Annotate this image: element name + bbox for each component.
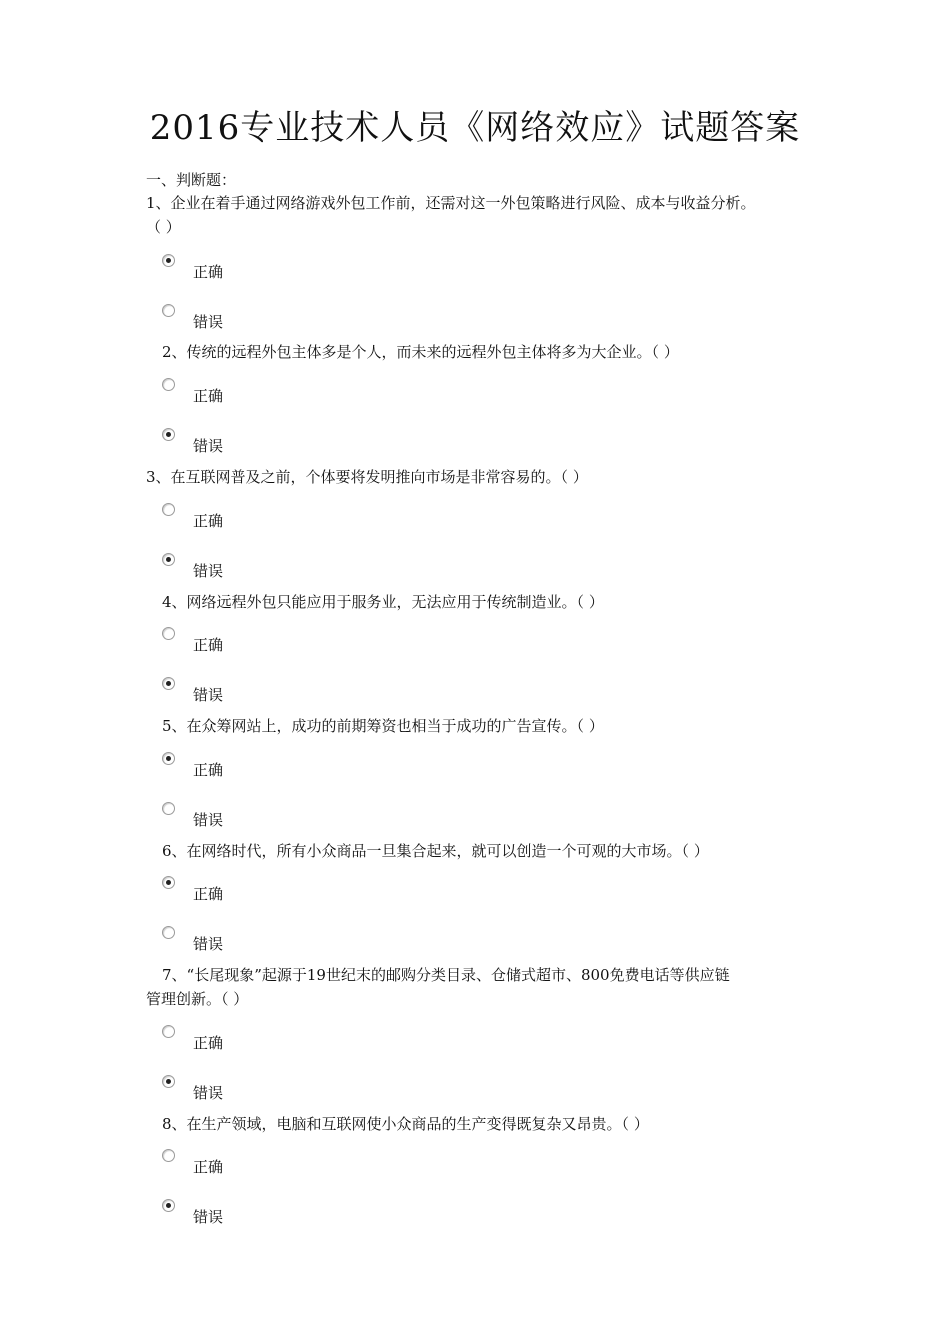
q4-true-label: 正确	[193, 636, 224, 654]
q6-false-radio[interactable]	[162, 926, 175, 939]
q5-false-label: 错误	[193, 811, 224, 829]
q7-true-label: 正确	[193, 1034, 224, 1052]
q4-false-radio[interactable]	[162, 677, 175, 690]
q1-true-radio[interactable]	[162, 254, 175, 267]
q7-true-radio[interactable]	[162, 1025, 175, 1038]
q6-true-radio[interactable]	[162, 876, 175, 889]
question-4-text: 4、网络远程外包只能应用于服务业，无法应用于传统制造业。（ ）	[162, 593, 604, 611]
question-5-text: 5、在众筹网站上，成功的前期筹资也相当于成功的广告宣传。（ ）	[162, 717, 604, 735]
q1-false-radio[interactable]	[162, 304, 175, 317]
document-title: 2016专业技术人员《网络效应》试题答案	[149, 108, 801, 148]
q2-false-label: 错误	[193, 437, 224, 455]
q7-false-radio[interactable]	[162, 1075, 175, 1088]
q2-true-radio[interactable]	[162, 378, 175, 391]
question-1-text: 1、企业在着手通过网络游戏外包工作前，还需对这一外包策略进行风险、成本与收益分析。	[146, 194, 756, 212]
section-heading: 一、判断题：	[146, 171, 237, 189]
q5-false-radio[interactable]	[162, 802, 175, 815]
question-8-text: 8、在生产领域，电脑和互联网使小众商品的生产变得既复杂又昂贵。（ ）	[162, 1115, 649, 1133]
question-7-text: 7、“长尾现象”起源于19世纪末的邮购分类目录、仓储式超市、800免费电话等供应链	[162, 966, 730, 984]
q7-false-label: 错误	[193, 1084, 224, 1102]
question-7-text-cont: 管理创新。（ ）	[146, 990, 249, 1008]
q3-false-radio[interactable]	[162, 553, 175, 566]
q8-true-radio[interactable]	[162, 1149, 175, 1162]
q8-true-label: 正确	[193, 1158, 224, 1176]
q1-false-label: 错误	[193, 313, 224, 331]
question-2-text: 2、传统的远程外包主体多是个人，而未来的远程外包主体将多为大企业。（ ）	[162, 343, 679, 361]
q2-false-radio[interactable]	[162, 428, 175, 441]
q6-true-label: 正确	[193, 885, 224, 903]
q8-false-radio[interactable]	[162, 1199, 175, 1212]
q2-true-label: 正确	[193, 387, 224, 405]
q5-true-label: 正确	[193, 761, 224, 779]
question-3-text: 3、在互联网普及之前，个体要将发明推向市场是非常容易的。（ ）	[146, 468, 588, 486]
q3-true-label: 正确	[193, 512, 224, 530]
question-1-text-cont: （ ）	[146, 218, 181, 236]
q8-false-label: 错误	[193, 1208, 224, 1226]
q5-true-radio[interactable]	[162, 752, 175, 765]
q4-true-radio[interactable]	[162, 627, 175, 640]
q3-false-label: 错误	[193, 562, 224, 580]
q1-true-label: 正确	[193, 263, 224, 281]
q4-false-label: 错误	[193, 686, 224, 704]
q3-true-radio[interactable]	[162, 503, 175, 516]
q6-false-label: 错误	[193, 935, 224, 953]
question-6-text: 6、在网络时代，所有小众商品一旦集合起来，就可以创造一个可观的大市场。（ ）	[162, 842, 709, 860]
